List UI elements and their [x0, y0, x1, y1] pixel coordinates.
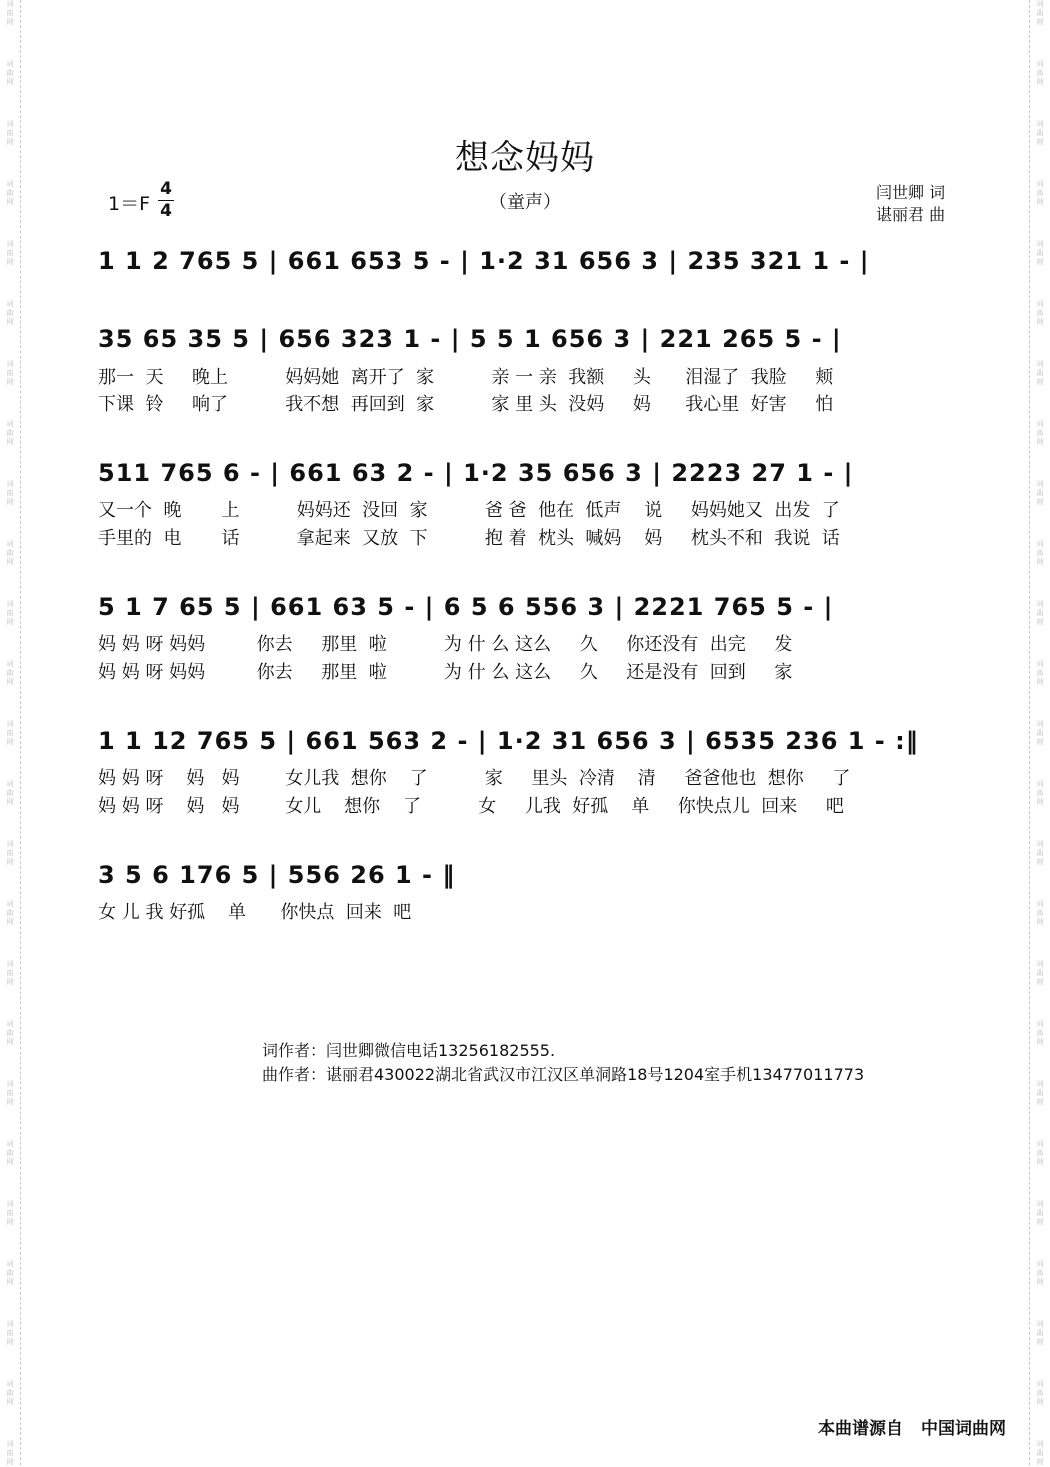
watermark-mark: 词 曲 网: [1036, 540, 1044, 566]
source-label: 本曲谱源自: [818, 1419, 903, 1439]
watermark-mark: 词 曲 网: [1036, 840, 1044, 866]
notation-row: 511 765 6 - | 661 63 2 - | 1·2 35 656 3 | 2223 27 1 - |: [98, 459, 854, 487]
watermark-mark: 词 曲 网: [6, 600, 14, 626]
watermark-mark: 词 曲 网: [6, 900, 14, 926]
watermark-mark: 词 曲 网: [6, 720, 14, 746]
composer-credit: 谌丽君 曲: [876, 205, 946, 224]
watermark-mark: 词 曲 网: [1036, 600, 1044, 626]
watermark-mark: 词 曲 网: [1036, 300, 1044, 326]
watermark-mark: 词 曲 网: [1036, 1260, 1044, 1286]
lyric-line: 下课 铃 响了 我不想 再回到 家 家 里 头 没妈 妈 我心里 好害 怕: [98, 394, 834, 415]
watermark-mark: 词 曲 网: [1036, 1080, 1044, 1106]
time-signature: [158, 180, 174, 221]
right-margin-strip: [1029, 0, 1050, 1465]
lyricist-credit: 闫世卿 词: [876, 183, 946, 202]
notation-row: 3 5 6 176 5 | 556 26 1 - ‖: [98, 861, 456, 889]
watermark-mark: 词 曲 网: [1036, 240, 1044, 266]
watermark-mark: 词 曲 网: [6, 960, 14, 986]
watermark-mark: 词 曲 网: [6, 1020, 14, 1046]
watermark-mark: 词 曲 网: [1036, 900, 1044, 926]
meter-top: 4: [160, 179, 172, 199]
watermark-mark: 词 曲 网: [6, 1440, 14, 1466]
notation-row: 35 65 35 5 | 656 323 1 - | 5 5 1 656 3 | 221 265 5 - |: [98, 325, 842, 353]
watermark-mark: 词 曲 网: [6, 0, 14, 26]
watermark-mark: 词 曲 网: [6, 180, 14, 206]
composer-info: 曲作者：谌丽君430022湖北省武汉市江汉区单洞路18号1204室手机13477011773: [262, 1065, 865, 1084]
watermark-mark: 词 曲 网: [1036, 1140, 1044, 1166]
key-signature: 1＝F: [108, 193, 151, 215]
credits: [876, 182, 945, 226]
watermark-mark: 词 曲 网: [1036, 660, 1044, 686]
watermark-mark: 词 曲 网: [6, 420, 14, 446]
watermark-mark: 词 曲 网: [6, 1320, 14, 1346]
lyric-line: 手里的 电 话 拿起来 又放 下 抱 着 枕头 喊妈 妈 枕头不和 我说 话: [98, 528, 840, 549]
watermark-mark: 词 曲 网: [1036, 1200, 1044, 1226]
notation-row: 1 1 2 765 5 | 661 653 5 - | 1·2 31 656 3 | 235 321 1 - |: [98, 247, 870, 275]
lyric-line: 又一个 晚 上 妈妈还 没回 家 爸 爸 他在 低声 说 妈妈她又 出发 了: [98, 500, 840, 521]
watermark-mark: 词 曲 网: [1036, 720, 1044, 746]
watermark-mark: 词 曲 网: [6, 60, 14, 86]
watermark-mark: 词 曲 网: [6, 240, 14, 266]
watermark-mark: 词 曲 网: [6, 1260, 14, 1286]
watermark-mark: 词 曲 网: [6, 480, 14, 506]
watermark-mark: 词 曲 网: [6, 120, 14, 146]
notation-row: 5 1 7 65 5 | 661 63 5 - | 6 5 6 556 3 | 2221 765 5 - |: [98, 593, 834, 621]
watermark-mark: 词 曲 网: [1036, 480, 1044, 506]
song-title: 想念妈妈: [455, 138, 595, 178]
lyric-line: 妈 妈 呀 妈 妈 女儿我 想你 了 家 里头 冷清 清 爸爸他也 想你 了: [98, 768, 851, 789]
lyric-line: 妈 妈 呀 妈妈 你去 那里 啦 为 什 么 这么 久 还是没有 回到 家: [98, 662, 793, 683]
watermark-mark: 词 曲 网: [6, 660, 14, 686]
watermark-mark: 词 曲 网: [1036, 960, 1044, 986]
watermark-mark: 词 曲 网: [6, 1200, 14, 1226]
watermark-mark: 词 曲 网: [1036, 180, 1044, 206]
watermark-mark: 词 曲 网: [1036, 1320, 1044, 1346]
watermark-mark: 词 曲 网: [1036, 780, 1044, 806]
watermark-mark: 词 曲 网: [6, 1140, 14, 1166]
watermark-mark: 词 曲 网: [1036, 1020, 1044, 1046]
source-site: 中国词曲网: [921, 1419, 1006, 1439]
song-subtitle: （童声）: [489, 192, 561, 213]
notation-row: 1 1 12 765 5 | 661 563 2 - | 1·2 31 656 3 | 6535 236 1 - :‖: [98, 727, 919, 755]
lyric-line: 女 儿 我 好孤 单 你快点 回来 吧: [98, 902, 412, 923]
watermark-mark: 词 曲 网: [6, 540, 14, 566]
lyric-line: 那一 天 晚上 妈妈她 离开了 家 亲 一 亲 我额 头 泪湿了 我脸 颊: [98, 367, 834, 388]
left-margin-strip: [0, 0, 21, 1465]
watermark-mark: 词 曲 网: [1036, 120, 1044, 146]
meter-bottom: 4: [160, 201, 172, 221]
watermark-mark: 词 曲 网: [6, 300, 14, 326]
watermark-mark: 词 曲 网: [1036, 420, 1044, 446]
watermark-mark: 词 曲 网: [1036, 1440, 1044, 1466]
watermark-mark: 词 曲 网: [1036, 0, 1044, 26]
watermark-mark: 词 曲 网: [6, 780, 14, 806]
watermark-mark: 词 曲 网: [1036, 360, 1044, 386]
watermark-mark: 词 曲 网: [6, 840, 14, 866]
watermark-mark: 词 曲 网: [6, 1080, 14, 1106]
watermark-mark: 词 曲 网: [6, 1380, 14, 1406]
source-attribution: [818, 1414, 1006, 1439]
lyric-line: 妈 妈 呀 妈妈 你去 那里 啦 为 什 么 这么 久 你还没有 出完 发: [98, 634, 793, 655]
lyricist-info: 词作者：闫世卿微信电话13256182555.: [262, 1041, 556, 1060]
watermark-mark: 词 曲 网: [1036, 60, 1044, 86]
lyric-line: 妈 妈 呀 妈 妈 女儿 想你 了 女 儿我 好孤 单 你快点儿 回来 吧: [98, 796, 844, 817]
watermark-mark: 词 曲 网: [6, 360, 14, 386]
watermark-mark: 词 曲 网: [1036, 1380, 1044, 1406]
